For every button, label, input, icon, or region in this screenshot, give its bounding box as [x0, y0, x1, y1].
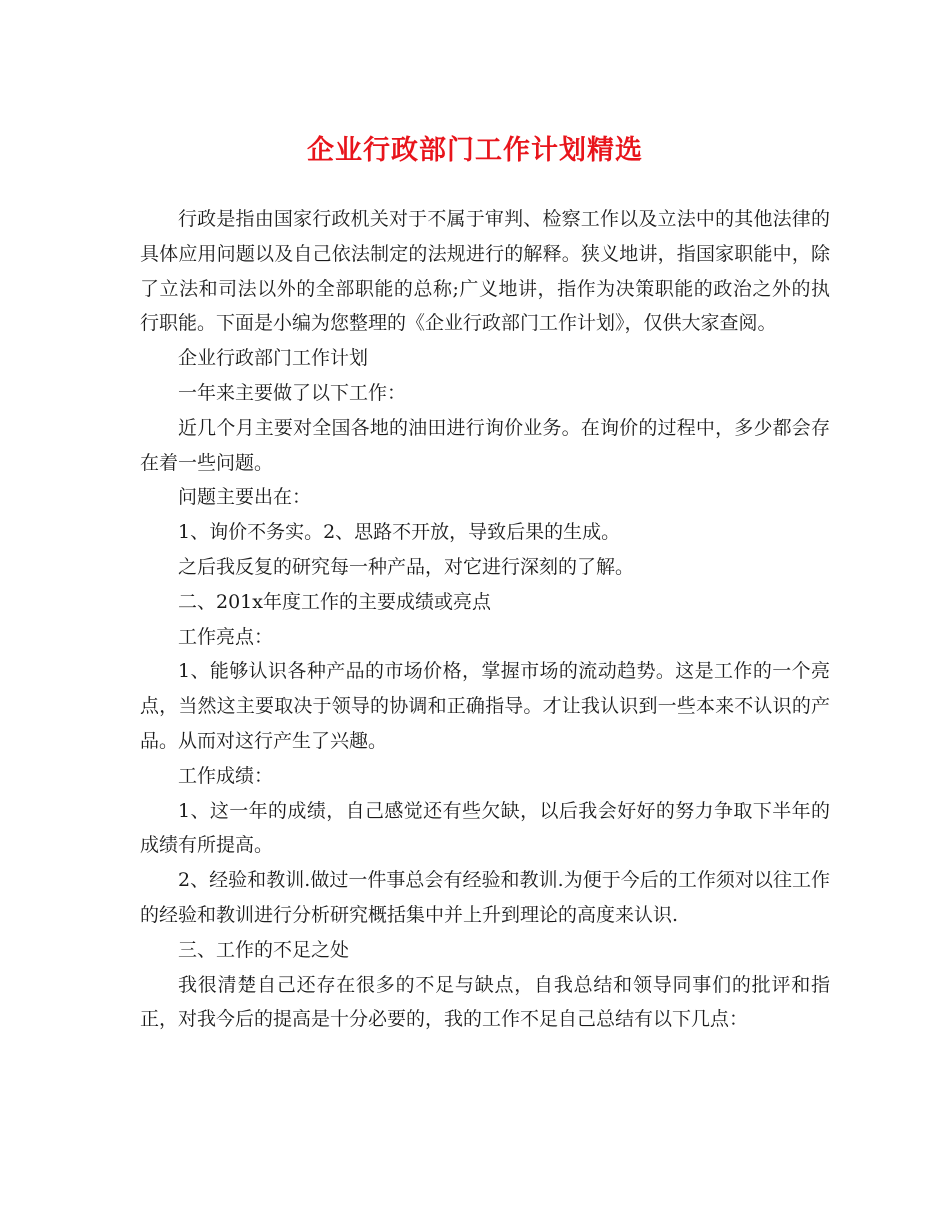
paragraph-research: 之后我反复的研究每一种产品，对它进行深刻的了解。 — [178, 555, 635, 578]
paragraph-highlights-heading: 工作亮点： — [178, 625, 274, 648]
paragraph-highlight-one: 1、能够认识各种产品的市场价格，掌握市场的流动趋势。这是工作的一个亮点，当然这主要取决于领导的协调和正确指导。才让我认识到一些本来不认识的产品。从而对这行产生了兴趣。 — [140, 660, 830, 752]
paragraph-inquiry: 近几个月主要对全国各地的油田进行询价业务。在询价的过程中，多少都会存在着一些问题。 — [140, 416, 830, 474]
paragraph-section-three: 三、工作的不足之处 — [178, 938, 350, 961]
paragraph-intro: 行政是指由国家行政机关对于不属于审判、检察工作以及立法中的其他法律的具体应用问题以及自己依法制定的法规进行的解释。狭义地讲，指国家职能中，除了立法和司法以外的全部职能的总称;广义地讲，指作为决策职能的政治之外的执行职能。下面是小编为您整理的《企业行政部门工作计划》，仅供大家查阅。 — [140, 208, 830, 335]
document-title: 企业行政部门工作计划精选 — [307, 135, 643, 166]
paragraph-problems-list: 1、询价不务实。2、思路不开放，导致后果的生成。 — [178, 521, 621, 544]
document-body — [140, 202, 830, 1037]
paragraph-result-two: 2、经验和教训.做过一件事总会有经验和教训.为便于今后的工作须对以往工作的经验和教训进行分析研究概括集中并上升到理论的高度来认识. — [140, 869, 830, 926]
paragraph-shortcomings: 我很清楚自己还存在很多的不足与缺点，自我总结和领导同事们的批评和指正，对我今后的提高是十分必要的，我的工作不足自己总结有以下几点： — [140, 973, 830, 1031]
paragraph-problems-heading: 问题主要出在： — [178, 486, 312, 509]
paragraph-subtitle: 企业行政部门工作计划 — [178, 347, 369, 370]
paragraph-section-two: 二、201x年度工作的主要成绩或亮点 — [178, 590, 491, 613]
paragraph-results-heading: 工作成绩： — [178, 764, 274, 787]
paragraph-work-done: 一年来主要做了以下工作： — [178, 381, 407, 404]
paragraph-result-one: 1、这一年的成绩，自己感觉还有些欠缺，以后我会好好的努力争取下半年的成绩有所提高。 — [140, 799, 830, 857]
